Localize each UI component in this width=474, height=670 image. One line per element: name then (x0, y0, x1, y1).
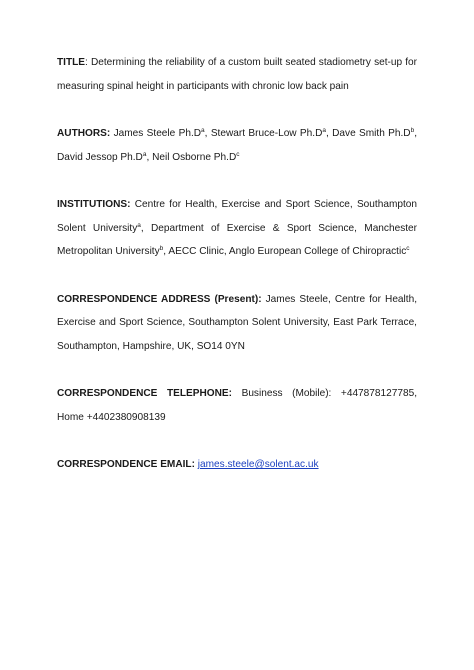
authors-block (57, 122, 417, 169)
author-affiliation-mark: a (322, 127, 326, 134)
author-separator: , (414, 128, 418, 139)
institution-separator: , (140, 222, 151, 234)
author-name: Stewart Bruce-Low Ph.D (210, 128, 323, 139)
title-block (57, 51, 417, 98)
authors-label: AUTHORS: (57, 128, 111, 139)
telephone-label: CORRESPONDENCE TELEPHONE: (57, 388, 233, 399)
telephone-text: Business (Mobile): +447878127785, Home +4402380908139 (57, 388, 417, 423)
institutions-label: INSTITUTIONS: (57, 199, 131, 210)
institutions-block (57, 193, 417, 264)
author-affiliation-mark: a (142, 150, 147, 158)
document-page (57, 51, 417, 477)
institution-separator: , (163, 246, 169, 257)
author-name: Neil Osborne Ph.D (152, 151, 237, 163)
author-name: Dave Smith Ph.D (332, 128, 411, 139)
author-affiliation-mark: a (201, 127, 205, 134)
title-text: : Determining the reliability of a custom built seated stadiometry set-up for measuring spinal height in participants with chronic low back pain (57, 57, 417, 92)
telephone-block (57, 382, 417, 429)
author-affiliation-mark: b (410, 127, 415, 134)
email-block (57, 453, 417, 477)
author-separator: , (204, 128, 211, 139)
author-separator: , (326, 128, 333, 139)
institution-name: Centre for Health, Exercise and Sport Science, Southampton Solent University (57, 199, 417, 234)
email-label: CORRESPONDENCE EMAIL: (57, 459, 195, 470)
author-affiliation-mark: c (236, 150, 240, 158)
title-label: TITLE (57, 57, 86, 68)
address-text: James Steele, Centre for Health, Exercise and Sport Science, Southampton Solent University, East Park Terrace, Southampton, Hampshire, UK, SO14 0YN (57, 293, 418, 352)
address-label: CORRESPONDENCE ADDRESS (Present): (57, 293, 262, 305)
institution-mark: c (406, 245, 410, 252)
institution-mark: a (137, 221, 141, 229)
email-link[interactable]: james.steele@solent.ac.uk (197, 459, 319, 470)
author-name: David Jessop Ph.D (57, 151, 143, 163)
author-name: James Steele Ph.D (110, 128, 202, 139)
address-block (57, 288, 417, 359)
author-separator: , (146, 151, 153, 163)
institution-name: Department of Exercise & Sport Science, Manchester Metropolitan University (57, 222, 418, 257)
institution-name: AECC Clinic, Anglo European College of Chiropractic (168, 246, 407, 257)
institution-mark: b (159, 245, 164, 252)
